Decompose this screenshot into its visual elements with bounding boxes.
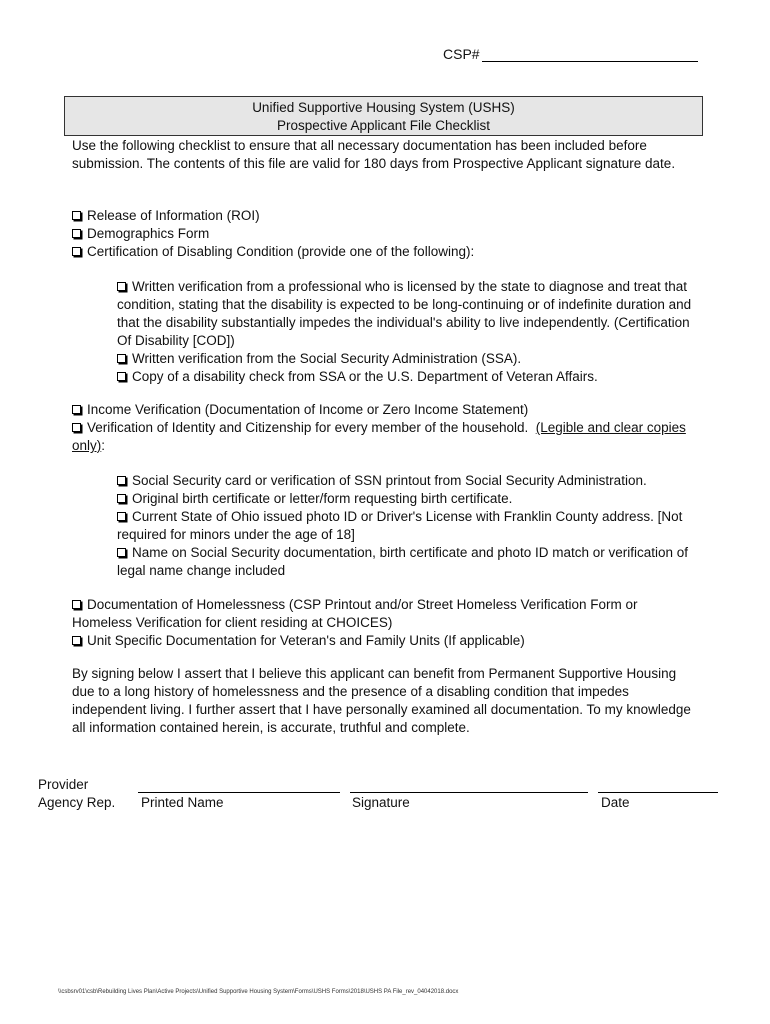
checklist-group-1: [72, 207, 697, 261]
printed-name-line[interactable]: [138, 792, 340, 793]
subitem-social-security[interactable]: Social Security card or verification of SSN printout from Social Security Administration.: [117, 472, 692, 490]
title-box: [64, 96, 703, 136]
checkbox-icon[interactable]: [72, 423, 81, 432]
checklist-item-income[interactable]: Income Verification (Documentation of Income or Zero Income Statement): [72, 401, 697, 419]
checklist-group-3: [72, 596, 697, 650]
signature-label: Signature: [352, 795, 410, 810]
checkbox-icon[interactable]: [72, 229, 81, 238]
subitem-ssa-verification[interactable]: Written verification from the Social Security Administration (SSA).: [117, 350, 692, 368]
checkbox-icon[interactable]: [72, 247, 81, 256]
checkbox-icon[interactable]: [117, 548, 126, 557]
checklist-group-2: [72, 401, 697, 455]
csp-input-line[interactable]: [482, 47, 698, 62]
checkbox-icon[interactable]: [117, 354, 126, 363]
csp-label: CSP#: [443, 46, 480, 62]
subitem-professional-verification[interactable]: Written verification from a professional who is licensed by the state to diagnose and treat that condition, stating that the disability is expected to be long-continuing or of indefinite duration and that the disability substantially impedes the individual's ability to live independently. (Certification Of Disability [COD]): [117, 279, 692, 348]
printed-name-label: Printed Name: [141, 795, 224, 810]
checklist-item-identity[interactable]: Verification of Identity and Citizenship for every member of the household. (Legible and clear copies only):: [72, 420, 686, 453]
provider-label: Provider Agency Rep.: [38, 777, 116, 810]
checklist-item-unit-specific[interactable]: Unit Specific Documentation for Veteran's and Family Units (If applicable): [72, 632, 697, 650]
identity-subitems: [117, 472, 692, 580]
checkbox-icon[interactable]: [117, 372, 126, 381]
checkbox-icon[interactable]: [72, 211, 81, 220]
checkbox-icon[interactable]: [117, 476, 126, 485]
legible-copies-note: (Legible and clear copies only): [72, 420, 686, 453]
subitem-photo-id[interactable]: Current State of Ohio issued photo ID or Driver's License with Franklin County address. [Not required for minors under the age of 18]: [117, 509, 683, 542]
checklist-item-disability[interactable]: Certification of Disabling Condition (provide one of the following):: [72, 243, 697, 261]
checkbox-icon[interactable]: [117, 512, 126, 521]
subitem-birth-certificate[interactable]: Original birth certificate or letter/form requesting birth certificate.: [117, 490, 692, 508]
footer-file-path: \\csbsrv01\csb\Rebuilding Lives Plan\Active Projects\Unified Supportive Housing System\Forms\USHS Forms\2018\USHS PA File_rev_04042018.docx: [58, 989, 459, 995]
subitem-name-match[interactable]: Name on Social Security documentation, birth certificate and photo ID match or verification of legal name change included: [117, 545, 689, 578]
checkbox-icon[interactable]: [72, 600, 81, 609]
csp-number-field[interactable]: [443, 46, 698, 62]
checklist-item-homelessness[interactable]: Documentation of Homelessness (CSP Printout and/or Street Homeless Verification Form or Homeless Verification for client residing at CHOICES): [72, 597, 638, 630]
checkbox-icon[interactable]: [72, 636, 81, 645]
checkbox-icon[interactable]: [117, 494, 126, 503]
assertion-paragraph: By signing below I assert that I believe this applicant can benefit from Permanent Supportive Housing due to a long history of homelessness and the presence of a disabling condition that impedes independent living. I further assert that I have personally examined all documentation. To my knowledge all information contained herein, is accurate, truthful and complete.: [72, 666, 691, 735]
title-line-1: Unified Supportive Housing System (USHS): [252, 100, 515, 115]
intro-paragraph: Use the following checklist to ensure that all necessary documentation has been included before submission. The contents of this file are valid for 180 days from Prospective Applicant signature date.: [72, 138, 676, 171]
signature-line[interactable]: [350, 792, 588, 793]
date-label: Date: [601, 795, 630, 810]
checkbox-icon[interactable]: [117, 282, 126, 291]
title-line-2: Prospective Applicant File Checklist: [276, 118, 491, 133]
checkbox-icon[interactable]: [72, 405, 81, 414]
checklist-item-demographics[interactable]: Demographics Form: [72, 225, 697, 243]
date-line[interactable]: [598, 792, 718, 793]
checklist-item-roi[interactable]: Release of Information (ROI): [72, 207, 697, 225]
disability-subitems: [117, 278, 692, 386]
subitem-disability-check[interactable]: Copy of a disability check from SSA or the U.S. Department of Veteran Affairs.: [117, 368, 692, 386]
